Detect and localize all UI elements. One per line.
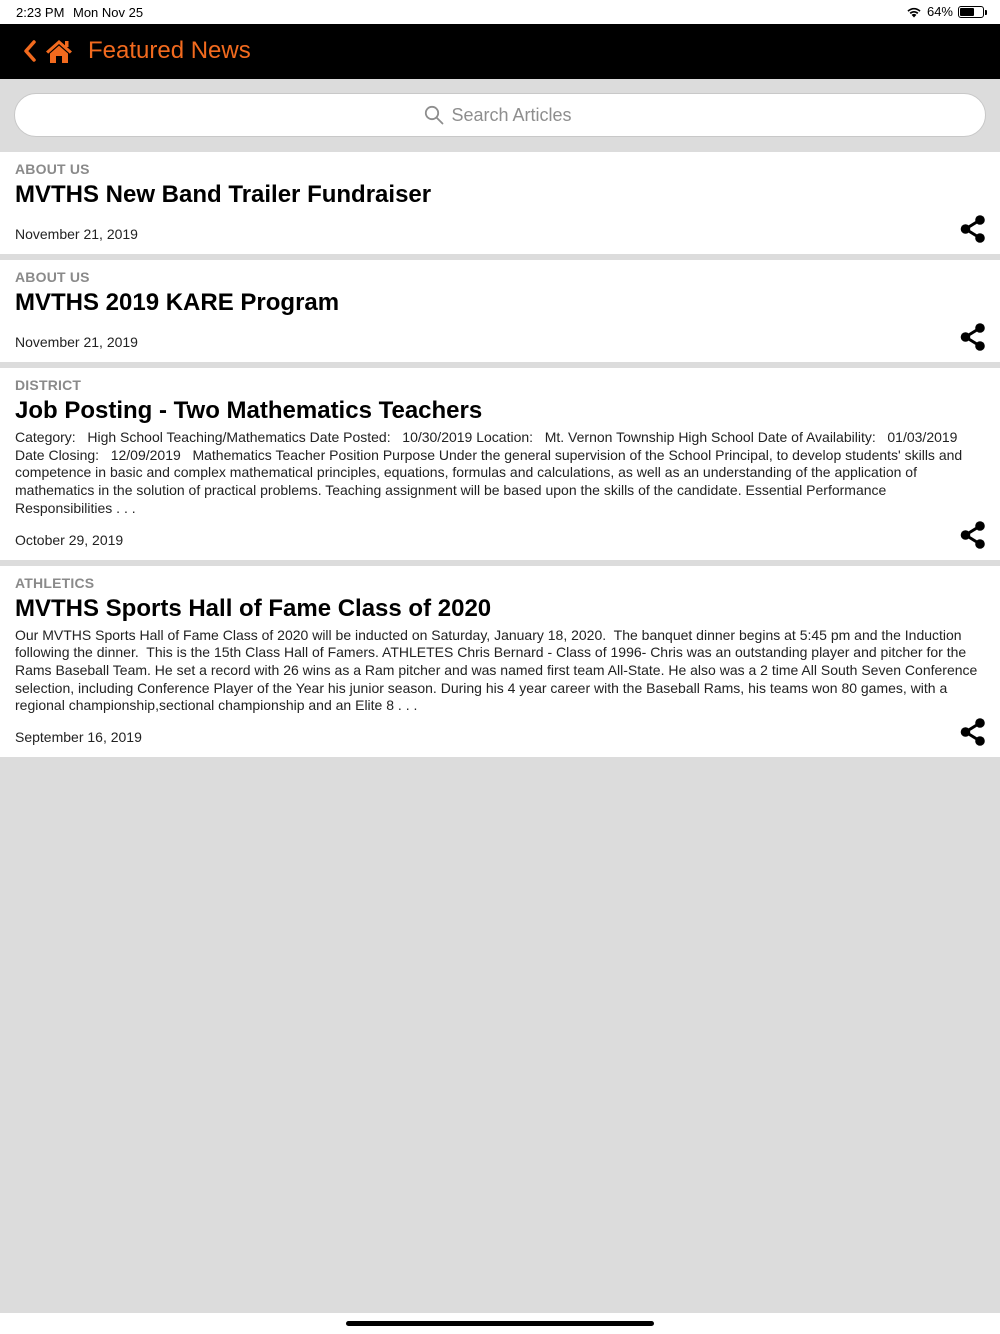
search-area (0, 79, 1000, 152)
share-icon[interactable] (960, 323, 986, 351)
share-icon[interactable] (960, 215, 986, 243)
search-input[interactable] (452, 105, 577, 126)
battery-percent: 64% (926, 4, 953, 19)
chevron-left-icon[interactable] (22, 39, 38, 63)
article-date: October 29, 2019 (15, 531, 124, 548)
page-title: Featured News (88, 37, 251, 64)
status-time: 2:23 PM (16, 5, 65, 20)
nav-bar (0, 24, 1000, 79)
battery-icon (958, 6, 984, 18)
search-icon (424, 105, 444, 125)
article-summary: Our MVTHS Sports Hall of Fame Class of 2020 will be inducted on Saturday, January 18, 2020. The banquet dinner begins at 5:45 pm and the Induction following the dinner. This is the 15th Class Hall of Famers. ATHLETES Chris Bernard - Class of 1996- Chris was an outstanding player and pitcher for the Rams Baseball Team. He set a record with 26 wins as a Ram pitcher and was named first team All-State. He also was a 2 time All South Seven Conference selection, including Conference Player of the Year his junior season. During his 4 year career with the Baseball Rams, his teams won 80 games, with a regional championship,sectional championship and an Elite 8 . . . (15, 626, 982, 714)
article-date: November 21, 2019 (15, 334, 138, 350)
article-list (0, 152, 1000, 763)
battery-fill (960, 8, 974, 16)
home-icon[interactable] (45, 38, 73, 64)
list-item[interactable] (0, 566, 1000, 758)
article-category: ABOUT US (15, 269, 90, 285)
search-box[interactable] (14, 93, 986, 137)
article-category: ABOUT US (15, 161, 90, 177)
status-right (906, 4, 984, 19)
article-headline[interactable]: MVTHS Sports Hall of Fame Class of 2020 (15, 594, 492, 622)
article-category: ATHLETICS (15, 574, 95, 591)
article-category: DISTRICT (15, 377, 82, 393)
status-date: Mon Nov 25 (73, 5, 144, 20)
article-date: September 16, 2019 (15, 729, 142, 746)
article-headline[interactable]: Job Posting - Two Mathematics Teachers (15, 397, 483, 424)
list-item[interactable] (0, 260, 1000, 362)
article-headline[interactable]: MVTHS New Band Trailer Fundraiser (15, 181, 432, 208)
article-headline[interactable]: MVTHS 2019 KARE Program (15, 289, 340, 316)
share-icon[interactable] (960, 521, 986, 549)
status-bar (0, 0, 1000, 24)
article-date: November 21, 2019 (15, 226, 138, 242)
home-indicator[interactable] (346, 1321, 654, 1326)
share-icon[interactable] (960, 718, 986, 746)
list-item[interactable] (0, 152, 1000, 254)
article-summary: Category: High School Teaching/Mathematics Date Posted: 10/30/2019 Location: Mt. Vernon Township High School Date of Availability: 01/03/2019 Date Closing: 12/09/2019 Mathematics Teacher Position Purpose Under the general supervision of the School Principal, to develop students' skills and competence in basic and complex mathematical principles, equations, formulas and calculations, as well as an understanding of the application of mathematics in the solution of practical problems. Teaching assignment will be based upon the skills of the candidate. Essential Performance Responsibilities . . . (15, 429, 967, 516)
list-item[interactable] (0, 368, 1000, 560)
wifi-icon (906, 6, 922, 18)
